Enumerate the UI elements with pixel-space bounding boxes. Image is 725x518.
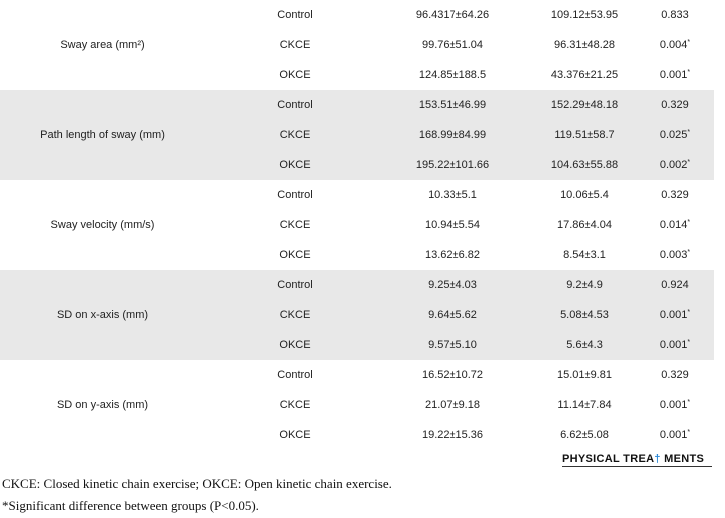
significance-marker: *: [687, 69, 691, 76]
p-value-cell: 0.001*: [659, 69, 691, 81]
p-value-cell: 0.002*: [659, 159, 691, 171]
pre-value-cell: 124.85±188.5: [418, 69, 487, 81]
post-value-cell: 10.06±5.4: [560, 189, 609, 201]
group-cell: OKCE: [279, 249, 311, 261]
post-value-cell: 5.6±4.3: [566, 339, 603, 351]
group-cell: OKCE: [279, 69, 311, 81]
group-cell: Control: [277, 279, 313, 291]
post-value-cell: 104.63±55.88: [550, 159, 619, 171]
post-value-cell: 15.01±9.81: [557, 369, 612, 381]
group-cell: CKCE: [279, 399, 311, 411]
group-cell: CKCE: [279, 219, 311, 231]
table-row: [0, 360, 714, 390]
group-cell: OKCE: [279, 339, 311, 351]
group-cell: Control: [277, 99, 313, 111]
p-value-cell: 0.001*: [659, 309, 691, 321]
post-value-cell: 5.08±4.53: [560, 309, 609, 321]
post-value-cell: 96.31±48.28: [553, 39, 616, 51]
p-value-cell: 0.329: [661, 369, 689, 381]
significance-marker: *: [687, 249, 691, 256]
post-value-cell: 8.54±3.1: [563, 249, 606, 261]
p-value-cell: 0.001*: [659, 429, 691, 441]
group-cell: CKCE: [279, 129, 311, 141]
p-value-cell: 0.025*: [659, 129, 691, 141]
physical-treatments-logo: PHYSICAL TREA† MENTS: [562, 452, 712, 467]
group-cell: CKCE: [279, 309, 311, 321]
post-value-cell: 43.376±21.25: [550, 69, 619, 81]
group-cell: Control: [277, 9, 313, 21]
measure-label: SD on x-axis (mm): [56, 309, 149, 321]
table-row: [0, 150, 714, 180]
p-value-cell: 0.001*: [659, 339, 691, 351]
significance-marker: *: [687, 399, 691, 406]
pre-value-cell: 99.76±51.04: [421, 39, 484, 51]
footnote-abbreviations: CKCE: Closed kinetic chain exercise; OKCE: Open kinetic chain exercise.: [2, 476, 392, 491]
pre-value-cell: 13.62±6.82: [425, 249, 480, 261]
table-row: [0, 420, 714, 450]
p-value-cell: 0.329: [661, 189, 689, 201]
measure-group: [0, 90, 714, 180]
pre-value-cell: 9.57±5.10: [428, 339, 477, 351]
group-cell: CKCE: [279, 39, 311, 51]
table-footnotes: [2, 473, 702, 517]
p-value-cell: 0.833: [661, 9, 689, 21]
pre-value-cell: 96.4317±64.26: [415, 9, 490, 21]
pre-value-cell: 16.52±10.72: [421, 369, 484, 381]
measure-label: SD on y-axis (mm): [56, 399, 149, 411]
table-row: [0, 0, 714, 30]
pre-value-cell: 168.99±84.99: [418, 129, 487, 141]
pre-value-cell: 19.22±15.36: [421, 429, 484, 441]
significance-marker: *: [687, 429, 691, 436]
table-row: [0, 30, 714, 60]
pre-value-cell: 9.64±5.62: [428, 309, 477, 321]
group-cell: OKCE: [279, 159, 311, 171]
significance-marker: *: [687, 129, 691, 136]
significance-marker: *: [687, 39, 691, 46]
pre-value-cell: 153.51±46.99: [418, 99, 487, 111]
pre-value-cell: 10.94±5.54: [425, 219, 480, 231]
measure-label: Sway velocity (mm/s): [50, 219, 155, 231]
post-value-cell: 6.62±5.08: [560, 429, 609, 441]
p-value-cell: 0.924: [661, 279, 689, 291]
significance-marker: *: [687, 219, 691, 226]
group-cell: Control: [277, 369, 313, 381]
footnote-significance: *Significant difference between groups (P<0.05).: [2, 498, 259, 513]
significance-marker: *: [687, 309, 691, 316]
table-row: [0, 120, 714, 150]
table-row: [0, 390, 714, 420]
p-value-cell: 0.329: [661, 99, 689, 111]
measure-group: [0, 270, 714, 360]
table-row: [0, 210, 714, 240]
significance-marker: *: [687, 339, 691, 346]
group-cell: OKCE: [279, 429, 311, 441]
table-row: [0, 300, 714, 330]
table-row: [0, 330, 714, 360]
measure-group: [0, 360, 714, 450]
table-row: [0, 90, 714, 120]
logo-mark-icon: †: [654, 453, 661, 465]
post-value-cell: 152.29±48.18: [550, 99, 619, 111]
significance-marker: *: [687, 159, 691, 166]
measure-label: Sway area (mm²): [60, 39, 145, 51]
pre-value-cell: 195.22±101.66: [415, 159, 490, 171]
post-value-cell: 119.51±58.7: [554, 129, 615, 141]
table-row: [0, 60, 714, 90]
group-cell: Control: [277, 189, 313, 201]
table-row: [0, 180, 714, 210]
measure-label: Path length of sway (mm): [40, 129, 165, 141]
pre-value-cell: 9.25±4.03: [428, 279, 477, 291]
measure-group: [0, 180, 714, 270]
p-value-cell: 0.014*: [659, 219, 691, 231]
table-row: [0, 240, 714, 270]
p-value-cell: 0.004*: [659, 39, 691, 51]
post-value-cell: 11.14±7.84: [557, 399, 612, 411]
post-value-cell: 17.86±4.04: [557, 219, 612, 231]
pre-value-cell: 10.33±5.1: [428, 189, 477, 201]
table-row: [0, 270, 714, 300]
pre-value-cell: 21.07±9.18: [425, 399, 480, 411]
measure-group: [0, 0, 714, 90]
post-value-cell: 9.2±4.9: [566, 279, 603, 291]
p-value-cell: 0.001*: [659, 399, 691, 411]
post-value-cell: 109.12±53.95: [550, 9, 619, 21]
p-value-cell: 0.003*: [659, 249, 691, 261]
